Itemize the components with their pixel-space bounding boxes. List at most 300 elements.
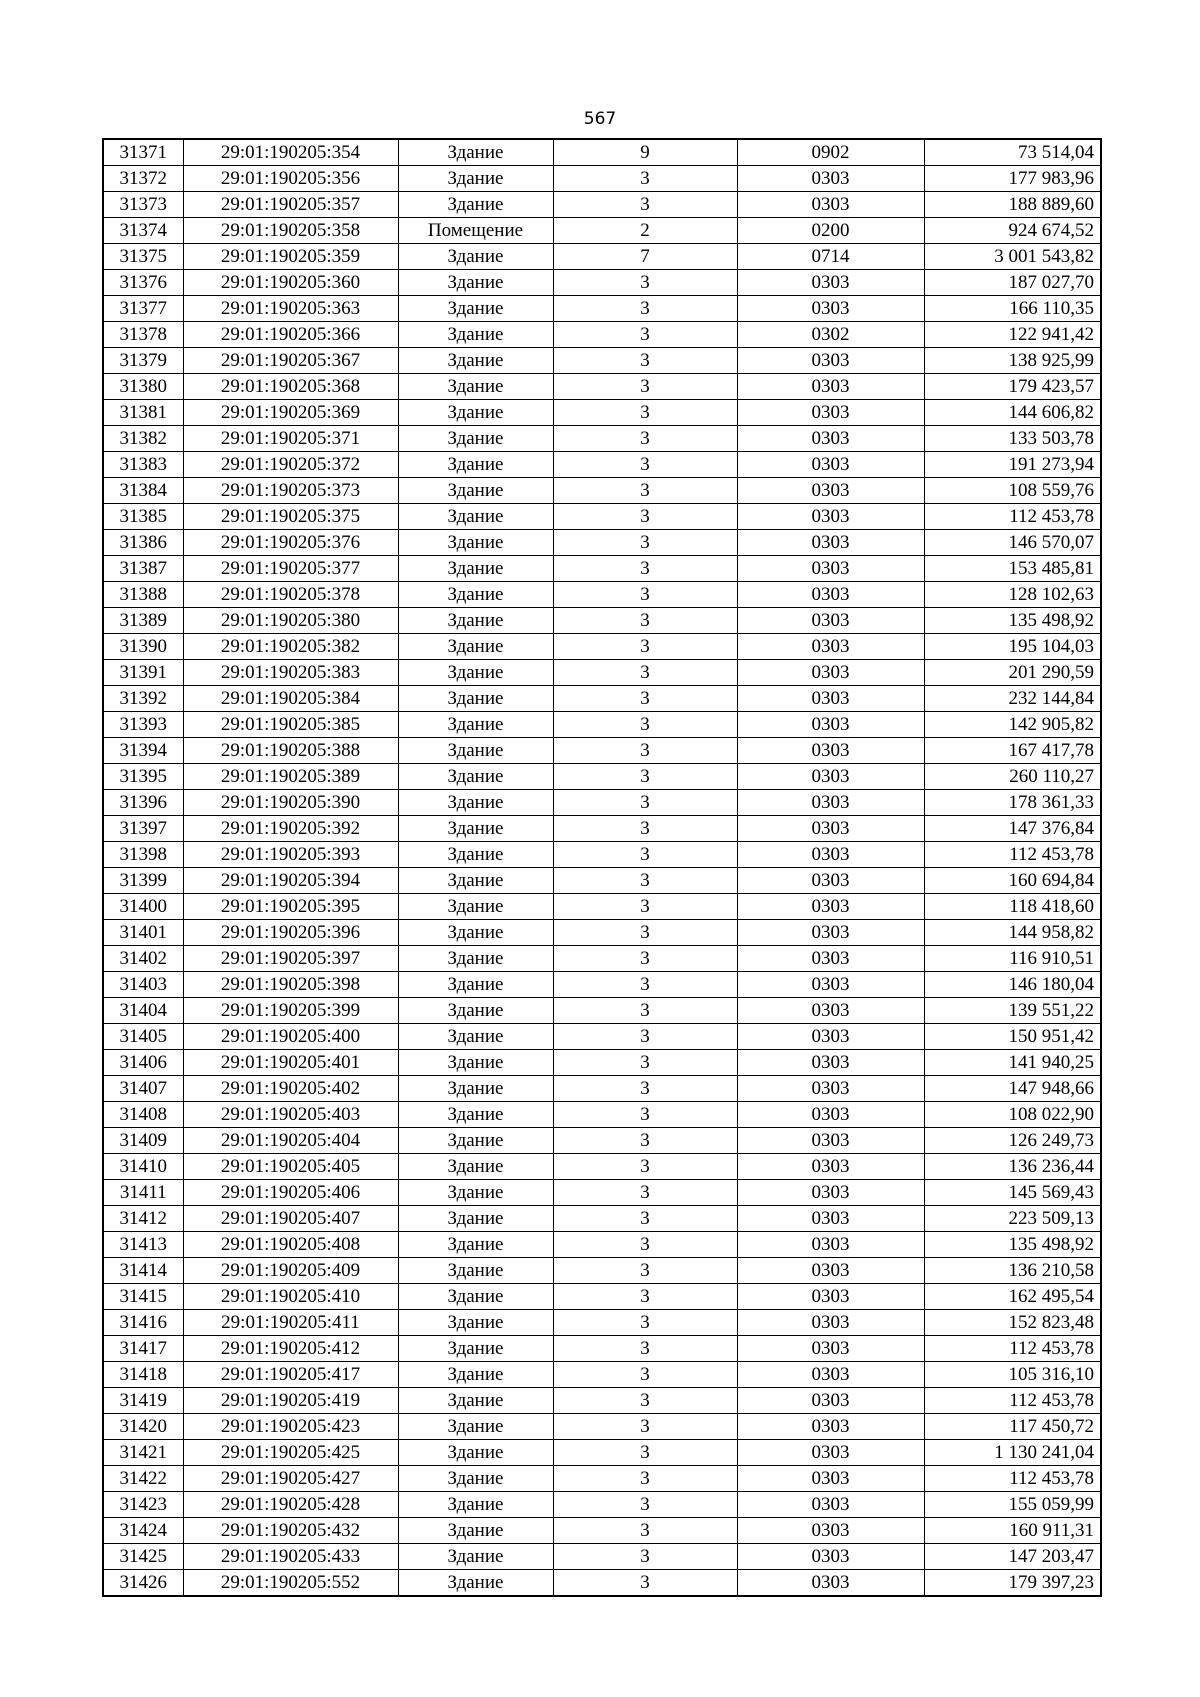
group-cell: 3 — [553, 1102, 737, 1128]
row-number-cell: 31398 — [103, 842, 183, 868]
cadastral-value-cell: 188 889,60 — [924, 192, 1101, 218]
cadastral-number-cell: 29:01:190205:419 — [183, 1388, 398, 1414]
group-cell: 3 — [553, 660, 737, 686]
cadastral-value-cell: 3 001 543,82 — [924, 244, 1101, 270]
row-number-cell: 31423 — [103, 1492, 183, 1518]
code-cell: 0303 — [737, 634, 924, 660]
cadastral-value-cell: 139 551,22 — [924, 998, 1101, 1024]
cadastral-value-cell: 146 180,04 — [924, 972, 1101, 998]
row-number-cell: 31383 — [103, 452, 183, 478]
group-cell: 7 — [553, 244, 737, 270]
group-cell: 3 — [553, 1284, 737, 1310]
cadastral-number-cell: 29:01:190205:389 — [183, 764, 398, 790]
code-cell: 0303 — [737, 1310, 924, 1336]
code-cell: 0303 — [737, 1102, 924, 1128]
table-row — [103, 634, 1101, 660]
row-number-cell: 31396 — [103, 790, 183, 816]
table-row — [103, 1050, 1101, 1076]
code-cell: 0902 — [737, 139, 924, 166]
cadastral-number-cell: 29:01:190205:404 — [183, 1128, 398, 1154]
group-cell: 3 — [553, 374, 737, 400]
group-cell: 3 — [553, 1336, 737, 1362]
code-cell: 0302 — [737, 322, 924, 348]
code-cell: 0303 — [737, 1284, 924, 1310]
group-cell: 3 — [553, 686, 737, 712]
table-row — [103, 348, 1101, 374]
code-cell: 0303 — [737, 1258, 924, 1284]
code-cell: 0303 — [737, 400, 924, 426]
code-cell: 0303 — [737, 816, 924, 842]
code-cell: 0303 — [737, 998, 924, 1024]
cadastral-number-cell: 29:01:190205:397 — [183, 946, 398, 972]
code-cell: 0303 — [737, 374, 924, 400]
cadastral-value-cell: 147 376,84 — [924, 816, 1101, 842]
code-cell: 0303 — [737, 1076, 924, 1102]
row-number-cell: 31394 — [103, 738, 183, 764]
code-cell: 0303 — [737, 894, 924, 920]
cadastral-number-cell: 29:01:190205:357 — [183, 192, 398, 218]
table-row — [103, 218, 1101, 244]
group-cell: 3 — [553, 530, 737, 556]
cadastral-value-cell: 147 948,66 — [924, 1076, 1101, 1102]
row-number-cell: 31401 — [103, 920, 183, 946]
code-cell: 0303 — [737, 166, 924, 192]
object-type-cell: Здание — [398, 400, 553, 426]
row-number-cell: 31379 — [103, 348, 183, 374]
cadastral-number-cell: 29:01:190205:552 — [183, 1570, 398, 1597]
object-type-cell: Здание — [398, 608, 553, 634]
object-type-cell: Здание — [398, 920, 553, 946]
cadastral-value-cell: 187 027,70 — [924, 270, 1101, 296]
cadastral-number-cell: 29:01:190205:392 — [183, 816, 398, 842]
cadastral-number-cell: 29:01:190205:368 — [183, 374, 398, 400]
group-cell: 3 — [553, 1518, 737, 1544]
cadastral-value-cell: 924 674,52 — [924, 218, 1101, 244]
group-cell: 3 — [553, 790, 737, 816]
row-number-cell: 31422 — [103, 1466, 183, 1492]
table-row — [103, 296, 1101, 322]
row-number-cell: 31419 — [103, 1388, 183, 1414]
cadastral-number-cell: 29:01:190205:363 — [183, 296, 398, 322]
code-cell: 0303 — [737, 1544, 924, 1570]
group-cell: 3 — [553, 608, 737, 634]
code-cell: 0303 — [737, 504, 924, 530]
row-number-cell: 31417 — [103, 1336, 183, 1362]
code-cell: 0303 — [737, 478, 924, 504]
row-number-cell: 31372 — [103, 166, 183, 192]
table-row — [103, 1154, 1101, 1180]
group-cell: 3 — [553, 348, 737, 374]
code-cell: 0303 — [737, 1128, 924, 1154]
cadastral-value-cell: 133 503,78 — [924, 426, 1101, 452]
cadastral-number-cell: 29:01:190205:396 — [183, 920, 398, 946]
row-number-cell: 31409 — [103, 1128, 183, 1154]
code-cell: 0303 — [737, 920, 924, 946]
table-row — [103, 816, 1101, 842]
cadastral-value-cell: 177 983,96 — [924, 166, 1101, 192]
table-row — [103, 1232, 1101, 1258]
cadastral-number-cell: 29:01:190205:408 — [183, 1232, 398, 1258]
code-cell: 0303 — [737, 1440, 924, 1466]
object-type-cell: Здание — [398, 374, 553, 400]
code-cell: 0303 — [737, 426, 924, 452]
row-number-cell: 31390 — [103, 634, 183, 660]
code-cell: 0303 — [737, 348, 924, 374]
table-row — [103, 790, 1101, 816]
group-cell: 3 — [553, 1492, 737, 1518]
cadastral-value-cell: 160 694,84 — [924, 868, 1101, 894]
row-number-cell: 31373 — [103, 192, 183, 218]
cadastral-value-cell: 160 911,31 — [924, 1518, 1101, 1544]
code-cell: 0303 — [737, 1206, 924, 1232]
row-number-cell: 31386 — [103, 530, 183, 556]
object-type-cell: Здание — [398, 1102, 553, 1128]
group-cell: 3 — [553, 1310, 737, 1336]
group-cell: 3 — [553, 868, 737, 894]
cadastral-value-cell: 136 210,58 — [924, 1258, 1101, 1284]
cadastral-value-cell: 126 249,73 — [924, 1128, 1101, 1154]
row-number-cell: 31385 — [103, 504, 183, 530]
object-type-cell: Здание — [398, 582, 553, 608]
cadastral-value-cell: 179 397,23 — [924, 1570, 1101, 1597]
group-cell: 3 — [553, 1050, 737, 1076]
group-cell: 3 — [553, 920, 737, 946]
cadastral-number-cell: 29:01:190205:380 — [183, 608, 398, 634]
row-number-cell: 31377 — [103, 296, 183, 322]
table-row — [103, 1076, 1101, 1102]
row-number-cell: 31387 — [103, 556, 183, 582]
table-row — [103, 1128, 1101, 1154]
cadastral-value-cell: 105 316,10 — [924, 1362, 1101, 1388]
row-number-cell: 31408 — [103, 1102, 183, 1128]
cadastral-value-cell: 116 910,51 — [924, 946, 1101, 972]
row-number-cell: 31420 — [103, 1414, 183, 1440]
object-type-cell: Здание — [398, 1518, 553, 1544]
row-number-cell: 31421 — [103, 1440, 183, 1466]
code-cell: 0303 — [737, 972, 924, 998]
row-number-cell: 31412 — [103, 1206, 183, 1232]
group-cell: 3 — [553, 1206, 737, 1232]
cadastral-value-cell: 112 453,78 — [924, 1466, 1101, 1492]
cadastral-value-cell: 112 453,78 — [924, 1388, 1101, 1414]
object-type-cell: Здание — [398, 1050, 553, 1076]
object-type-cell: Здание — [398, 1492, 553, 1518]
cadastral-number-cell: 29:01:190205:371 — [183, 426, 398, 452]
table-row — [103, 1544, 1101, 1570]
cadastral-value-cell: 136 236,44 — [924, 1154, 1101, 1180]
cadastral-value-cell: 112 453,78 — [924, 1336, 1101, 1362]
group-cell: 3 — [553, 1570, 737, 1597]
object-type-cell: Здание — [398, 1310, 553, 1336]
cadastral-number-cell: 29:01:190205:410 — [183, 1284, 398, 1310]
code-cell: 0303 — [737, 1050, 924, 1076]
cadastral-number-cell: 29:01:190205:385 — [183, 712, 398, 738]
cadastral-value-cell: 152 823,48 — [924, 1310, 1101, 1336]
cadastral-value-cell: 145 569,43 — [924, 1180, 1101, 1206]
group-cell: 3 — [553, 972, 737, 998]
object-type-cell: Здание — [398, 1388, 553, 1414]
table-row — [103, 1284, 1101, 1310]
table-row — [103, 894, 1101, 920]
cadastral-number-cell: 29:01:190205:405 — [183, 1154, 398, 1180]
cadastral-value-cell: 162 495,54 — [924, 1284, 1101, 1310]
code-cell: 0303 — [737, 790, 924, 816]
object-type-cell: Здание — [398, 556, 553, 582]
cadastral-value-cell: 195 104,03 — [924, 634, 1101, 660]
row-number-cell: 31393 — [103, 712, 183, 738]
row-number-cell: 31414 — [103, 1258, 183, 1284]
object-type-cell: Здание — [398, 1180, 553, 1206]
table-row — [103, 1180, 1101, 1206]
table-row — [103, 1310, 1101, 1336]
cadastral-number-cell: 29:01:190205:433 — [183, 1544, 398, 1570]
cadastral-number-cell: 29:01:190205:393 — [183, 842, 398, 868]
object-type-cell: Здание — [398, 1544, 553, 1570]
code-cell: 0303 — [737, 1154, 924, 1180]
table-row — [103, 530, 1101, 556]
code-cell: 0303 — [737, 1570, 924, 1597]
code-cell: 0303 — [737, 1466, 924, 1492]
page-number: 567 — [583, 109, 617, 129]
table-row — [103, 270, 1101, 296]
code-cell: 0303 — [737, 686, 924, 712]
registry-table-body — [103, 139, 1101, 1596]
row-number-cell: 31411 — [103, 1180, 183, 1206]
cadastral-number-cell: 29:01:190205:403 — [183, 1102, 398, 1128]
object-type-cell: Здание — [398, 322, 553, 348]
cadastral-value-cell: 232 144,84 — [924, 686, 1101, 712]
object-type-cell: Здание — [398, 1570, 553, 1597]
cadastral-number-cell: 29:01:190205:398 — [183, 972, 398, 998]
row-number-cell: 31391 — [103, 660, 183, 686]
object-type-cell: Помещение — [398, 218, 553, 244]
object-type-cell: Здание — [398, 894, 553, 920]
cadastral-value-cell: 191 273,94 — [924, 452, 1101, 478]
group-cell: 3 — [553, 1076, 737, 1102]
row-number-cell: 31416 — [103, 1310, 183, 1336]
group-cell: 3 — [553, 1154, 737, 1180]
object-type-cell: Здание — [398, 166, 553, 192]
table-row — [103, 166, 1101, 192]
object-type-cell: Здание — [398, 1284, 553, 1310]
cadastral-value-cell: 144 606,82 — [924, 400, 1101, 426]
cadastral-number-cell: 29:01:190205:417 — [183, 1362, 398, 1388]
object-type-cell: Здание — [398, 634, 553, 660]
table-row — [103, 426, 1101, 452]
cadastral-number-cell: 29:01:190205:375 — [183, 504, 398, 530]
object-type-cell: Здание — [398, 244, 553, 270]
cadastral-number-cell: 29:01:190205:359 — [183, 244, 398, 270]
table-row — [103, 400, 1101, 426]
table-row — [103, 1466, 1101, 1492]
cadastral-number-cell: 29:01:190205:384 — [183, 686, 398, 712]
row-number-cell: 31399 — [103, 868, 183, 894]
cadastral-number-cell: 29:01:190205:372 — [183, 452, 398, 478]
registry-table — [102, 138, 1102, 1597]
table-row — [103, 192, 1101, 218]
group-cell: 3 — [553, 270, 737, 296]
object-type-cell: Здание — [398, 1024, 553, 1050]
code-cell: 0303 — [737, 1336, 924, 1362]
table-row — [103, 1518, 1101, 1544]
group-cell: 3 — [553, 322, 737, 348]
group-cell: 3 — [553, 478, 737, 504]
code-cell: 0303 — [737, 1388, 924, 1414]
table-row — [103, 1336, 1101, 1362]
code-cell: 0303 — [737, 764, 924, 790]
cadastral-number-cell: 29:01:190205:423 — [183, 1414, 398, 1440]
group-cell: 3 — [553, 1180, 737, 1206]
cadastral-value-cell: 178 361,33 — [924, 790, 1101, 816]
table-row — [103, 608, 1101, 634]
object-type-cell: Здание — [398, 686, 553, 712]
cadastral-number-cell: 29:01:190205:412 — [183, 1336, 398, 1362]
cadastral-number-cell: 29:01:190205:378 — [183, 582, 398, 608]
row-number-cell: 31406 — [103, 1050, 183, 1076]
cadastral-number-cell: 29:01:190205:428 — [183, 1492, 398, 1518]
object-type-cell: Здание — [398, 764, 553, 790]
object-type-cell: Здание — [398, 1414, 553, 1440]
table-row — [103, 686, 1101, 712]
object-type-cell: Здание — [398, 530, 553, 556]
row-number-cell: 31424 — [103, 1518, 183, 1544]
code-cell: 0303 — [737, 556, 924, 582]
group-cell: 3 — [553, 1388, 737, 1414]
row-number-cell: 31410 — [103, 1154, 183, 1180]
group-cell: 3 — [553, 1440, 737, 1466]
row-number-cell: 31397 — [103, 816, 183, 842]
group-cell: 3 — [553, 1414, 737, 1440]
table-row — [103, 1206, 1101, 1232]
group-cell: 3 — [553, 998, 737, 1024]
cadastral-value-cell: 117 450,72 — [924, 1414, 1101, 1440]
object-type-cell: Здание — [398, 1440, 553, 1466]
table-row — [103, 1570, 1101, 1597]
table-row — [103, 452, 1101, 478]
cadastral-number-cell: 29:01:190205:388 — [183, 738, 398, 764]
object-type-cell: Здание — [398, 738, 553, 764]
cadastral-number-cell: 29:01:190205:377 — [183, 556, 398, 582]
cadastral-value-cell: 138 925,99 — [924, 348, 1101, 374]
row-number-cell: 31389 — [103, 608, 183, 634]
table-row — [103, 374, 1101, 400]
group-cell: 3 — [553, 1466, 737, 1492]
object-type-cell: Здание — [398, 1232, 553, 1258]
object-type-cell: Здание — [398, 1336, 553, 1362]
object-type-cell: Здание — [398, 998, 553, 1024]
object-type-cell: Здание — [398, 842, 553, 868]
object-type-cell: Здание — [398, 660, 553, 686]
code-cell: 0303 — [737, 582, 924, 608]
code-cell: 0303 — [737, 296, 924, 322]
cadastral-number-cell: 29:01:190205:367 — [183, 348, 398, 374]
code-cell: 0303 — [737, 1180, 924, 1206]
cadastral-number-cell: 29:01:190205:373 — [183, 478, 398, 504]
table-row — [103, 1440, 1101, 1466]
row-number-cell: 31374 — [103, 218, 183, 244]
cadastral-number-cell: 29:01:190205:366 — [183, 322, 398, 348]
object-type-cell: Здание — [398, 1362, 553, 1388]
row-number-cell: 31388 — [103, 582, 183, 608]
group-cell: 3 — [553, 1362, 737, 1388]
cadastral-value-cell: 141 940,25 — [924, 1050, 1101, 1076]
group-cell: 3 — [553, 452, 737, 478]
group-cell: 3 — [553, 1024, 737, 1050]
object-type-cell: Здание — [398, 946, 553, 972]
code-cell: 0200 — [737, 218, 924, 244]
cadastral-number-cell: 29:01:190205:369 — [183, 400, 398, 426]
cadastral-number-cell: 29:01:190205:354 — [183, 139, 398, 166]
table-row — [103, 322, 1101, 348]
object-type-cell: Здание — [398, 816, 553, 842]
cadastral-value-cell: 166 110,35 — [924, 296, 1101, 322]
row-number-cell: 31382 — [103, 426, 183, 452]
cadastral-value-cell: 112 453,78 — [924, 504, 1101, 530]
code-cell: 0303 — [737, 868, 924, 894]
cadastral-number-cell: 29:01:190205:402 — [183, 1076, 398, 1102]
code-cell: 0303 — [737, 530, 924, 556]
row-number-cell: 31384 — [103, 478, 183, 504]
row-number-cell: 31380 — [103, 374, 183, 400]
code-cell: 0303 — [737, 192, 924, 218]
cadastral-number-cell: 29:01:190205:390 — [183, 790, 398, 816]
code-cell: 0303 — [737, 738, 924, 764]
table-row — [103, 556, 1101, 582]
table-row — [103, 504, 1101, 530]
cadastral-value-cell: 179 423,57 — [924, 374, 1101, 400]
object-type-cell: Здание — [398, 868, 553, 894]
row-number-cell: 31407 — [103, 1076, 183, 1102]
group-cell: 3 — [553, 556, 737, 582]
group-cell: 3 — [553, 426, 737, 452]
group-cell: 3 — [553, 296, 737, 322]
row-number-cell: 31425 — [103, 1544, 183, 1570]
group-cell: 3 — [553, 504, 737, 530]
group-cell: 3 — [553, 1258, 737, 1284]
group-cell: 3 — [553, 1544, 737, 1570]
group-cell: 3 — [553, 946, 737, 972]
code-cell: 0303 — [737, 1414, 924, 1440]
row-number-cell: 31426 — [103, 1570, 183, 1597]
cadastral-value-cell: 146 570,07 — [924, 530, 1101, 556]
table-row — [103, 946, 1101, 972]
cadastral-number-cell: 29:01:190205:356 — [183, 166, 398, 192]
group-cell: 3 — [553, 582, 737, 608]
cadastral-number-cell: 29:01:190205:360 — [183, 270, 398, 296]
cadastral-value-cell: 108 559,76 — [924, 478, 1101, 504]
code-cell: 0303 — [737, 452, 924, 478]
group-cell: 3 — [553, 634, 737, 660]
cadastral-value-cell: 128 102,63 — [924, 582, 1101, 608]
cadastral-value-cell: 201 290,59 — [924, 660, 1101, 686]
object-type-cell: Здание — [398, 972, 553, 998]
object-type-cell: Здание — [398, 1154, 553, 1180]
cadastral-value-cell: 223 509,13 — [924, 1206, 1101, 1232]
table-row — [103, 764, 1101, 790]
code-cell: 0303 — [737, 1518, 924, 1544]
group-cell: 3 — [553, 894, 737, 920]
cadastral-value-cell: 142 905,82 — [924, 712, 1101, 738]
table-row — [103, 842, 1101, 868]
row-number-cell: 31418 — [103, 1362, 183, 1388]
cadastral-number-cell: 29:01:190205:427 — [183, 1466, 398, 1492]
cadastral-number-cell: 29:01:190205:382 — [183, 634, 398, 660]
code-cell: 0714 — [737, 244, 924, 270]
table-row — [103, 712, 1101, 738]
group-cell: 3 — [553, 712, 737, 738]
table-row — [103, 1258, 1101, 1284]
cadastral-value-cell: 112 453,78 — [924, 842, 1101, 868]
